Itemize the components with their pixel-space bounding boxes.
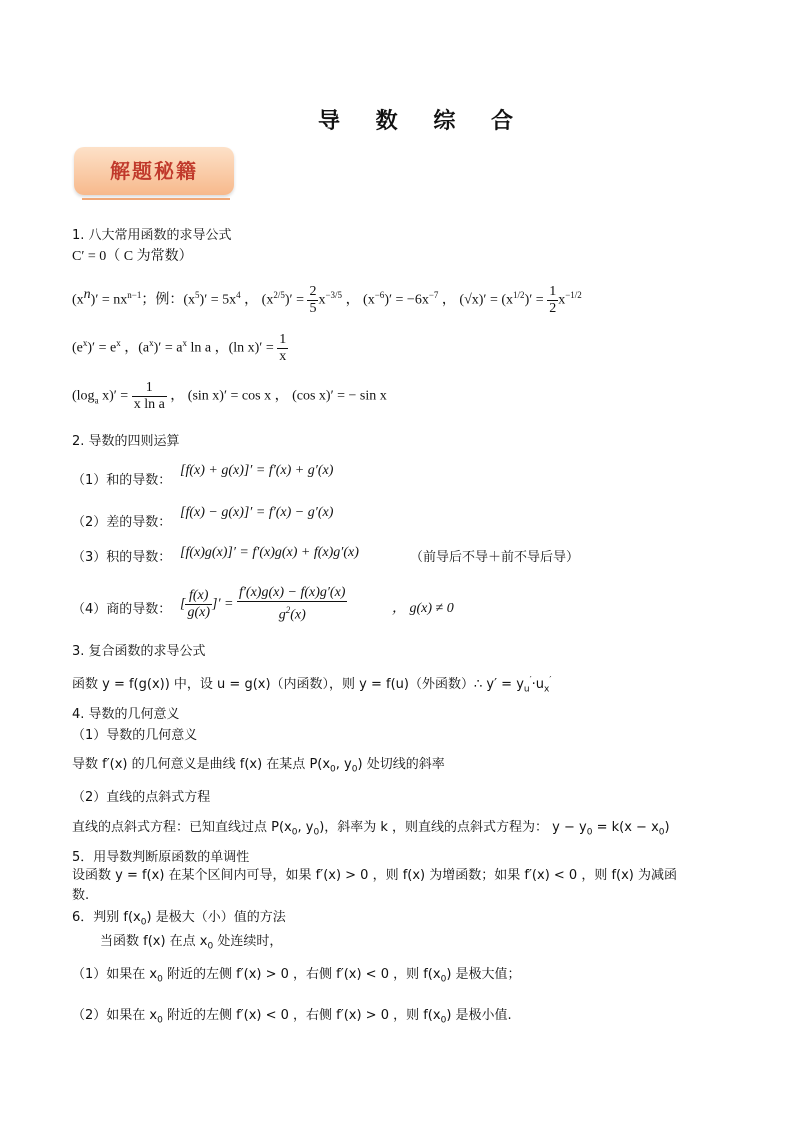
max-cond-3: ) 是极大值； xyxy=(446,967,521,982)
chain-rule-text: 函数 y = f(g(x)) 中，设 u = g(x)（内函数），则 y = f(u)（外函数）∴ y′ = y xyxy=(72,677,524,692)
point-slope-subheading: （2）直线的点斜式方程 xyxy=(72,790,211,805)
quotient-rule-formula: [ $\frac{f(x)}{g(x)}$ ]′ = $\frac{f'(x)g(x) - f(x)g'(x)}{g^2(x)}$ xyxy=(180,585,346,623)
diff-rule-formula: [f(x) − g(x)]′ = f′(x) − g′(x) xyxy=(180,505,334,520)
power-rule-line: $(x^n)' = nx^{n-1}$；例：$(x^5)' = 5x^4$ ， $(x^{2/5})'$ = $\frac{2}{5}$ $x^{-3/5}$ ， $(x^{-6})' = -6x^{-7}$ ， $(√x)' = (x^{1/2})'$ = $\frac{1}{2}$ $x^{-1/2}$ xyxy=(72,284,582,316)
extremum-intro: 当函数 f(x) 在点 $x_0$ 处连续时， xyxy=(100,934,283,952)
minimum-condition: （2）如果在 $x_0$ 附近的左侧 f′(x) < 0 ，右侧 f′(x) > 0 ，则 $f(x_0)$ 是极小值. xyxy=(72,1008,512,1026)
min-cond-1: （2）如果在 x xyxy=(72,1008,158,1023)
geometric-meaning-text: 导数 f′(x) 的几何意义是曲线 f(x) 在某点 $P(x_0$, $y_0$) 处切线的斜率 xyxy=(72,757,445,775)
sin-rule: (sin x)′ = cos x xyxy=(187,388,272,404)
section-6-heading-tail: ) 是极大（小）值的方法 xyxy=(146,910,286,925)
geometric-text-2: , y xyxy=(335,757,352,772)
chain-rule-tail: ·u xyxy=(531,677,545,692)
badge-label: 解题秘籍 xyxy=(110,159,198,183)
point-slope-text-3: = k(x − x xyxy=(592,820,659,835)
product-rule-label: （3）积的导数： xyxy=(72,550,172,565)
section-badge xyxy=(74,147,236,213)
sum-rule-formula: [f(x) + g(x)]′ = f′(x) + g′(x) xyxy=(180,463,334,478)
product-rule-formula: [f(x)g(x)]′ = f′(x)g(x) + f(x)g′(x) xyxy=(180,545,359,560)
quotient-rule-label: （4）商的导数： xyxy=(72,602,172,617)
exp-log-rule-line: $(e^x)' = e^x$ ，$(a^x)' = a^x$ ln a ，(ln x)′ = $\frac{1}{x}$ xyxy=(72,332,287,364)
extremum-intro-tail: 处连续时， xyxy=(213,934,283,949)
quotient-condition: ， g(x) ≠ 0 xyxy=(392,601,454,616)
page-title: 导 数 综 合 xyxy=(318,108,527,134)
max-cond-1: （1）如果在 x xyxy=(72,967,158,982)
section-3-heading: 3. 复合函数的求导公式 xyxy=(72,644,206,659)
monotonicity-line-1: 设函数 y = f(x) 在某个区间内可导，如果 f′(x) > 0 ，则 f(x) 为增函数；如果 f′(x) < 0 ，则 f(x) 为减函 xyxy=(72,868,678,883)
point-slope-text: 直线的点斜式方程：已知直线过点 $P(x_0$, $y_0$)，斜率为 k ，则直线的点斜式方程为： $y - y_0 = k(x - x_0)$ xyxy=(72,820,670,838)
log-prefix: (log xyxy=(72,388,95,404)
constant-rule: C′ = 0（ C 为常数） xyxy=(72,249,193,264)
badge-underline xyxy=(82,198,230,200)
example-label: ；例： xyxy=(141,292,184,308)
geometric-text-3: ) 处切线的斜率 xyxy=(357,757,445,772)
geometric-meaning-subheading: （1）导数的几何意义 xyxy=(72,728,198,743)
monotonicity-line-2: 数. xyxy=(72,888,90,903)
chain-rule-line: 函数 y = f(g(x)) 中，设 u = g(x)（内函数），则 y = f(u)（外函数）∴ $y' = y_u'\cdot u_x'$ xyxy=(72,675,552,695)
section-2-heading: 2. 导数的四则运算 xyxy=(72,434,180,449)
min-cond-2: 附近的左侧 f′(x) < 0 ，右侧 f′(x) > 0 ，则 f(x xyxy=(162,1008,441,1023)
section-6-heading-text: 6．判别 f(x xyxy=(72,910,141,925)
maximum-condition: （1）如果在 $x_0$ 附近的左侧 f′(x) > 0 ，右侧 f′(x) < 0 ，则 $f(x_0)$ 是极大值； xyxy=(72,967,521,985)
section-6-heading: 6．判别 $f(x_0)$ 是极大（小）值的方法 xyxy=(72,910,286,928)
max-cond-2: 附近的左侧 f′(x) > 0 ，右侧 f′(x) < 0 ，则 f(x xyxy=(162,967,441,982)
point-slope-text-1: 直线的点斜式方程：已知直线过点 P(x xyxy=(72,820,292,835)
section-4-heading: 4. 导数的几何意义 xyxy=(72,707,180,722)
point-slope-text-2: )，斜率为 k ，则直线的点斜式方程为： y − y xyxy=(319,820,587,835)
section-5-heading: 5．用导数判断原函数的单调性 xyxy=(72,850,250,865)
min-cond-3: ) 是极小值. xyxy=(446,1008,512,1023)
sum-rule-label: （1）和的导数： xyxy=(72,473,172,488)
geometric-text-1: 导数 f′(x) 的几何意义是曲线 f(x) 在某点 P(x xyxy=(72,757,331,772)
product-rule-note: （前导后不导＋前不导后导） xyxy=(410,550,580,565)
section-1-heading: 1. 八大常用函数的求导公式 xyxy=(72,228,232,243)
extremum-intro-text: 当函数 f(x) 在点 x xyxy=(100,934,208,949)
log-trig-rule-line: ($\log_a$ x)′ = $\frac{1}{\text{x ln a}}$ ， (sin x)′ = cos x ， (cos x)′ = − sin x xyxy=(72,380,387,412)
diff-rule-label: （2）差的导数： xyxy=(72,515,172,530)
point-slope-close: ) xyxy=(664,820,670,835)
cos-rule: (cos x)′ = − sin x xyxy=(292,388,387,404)
